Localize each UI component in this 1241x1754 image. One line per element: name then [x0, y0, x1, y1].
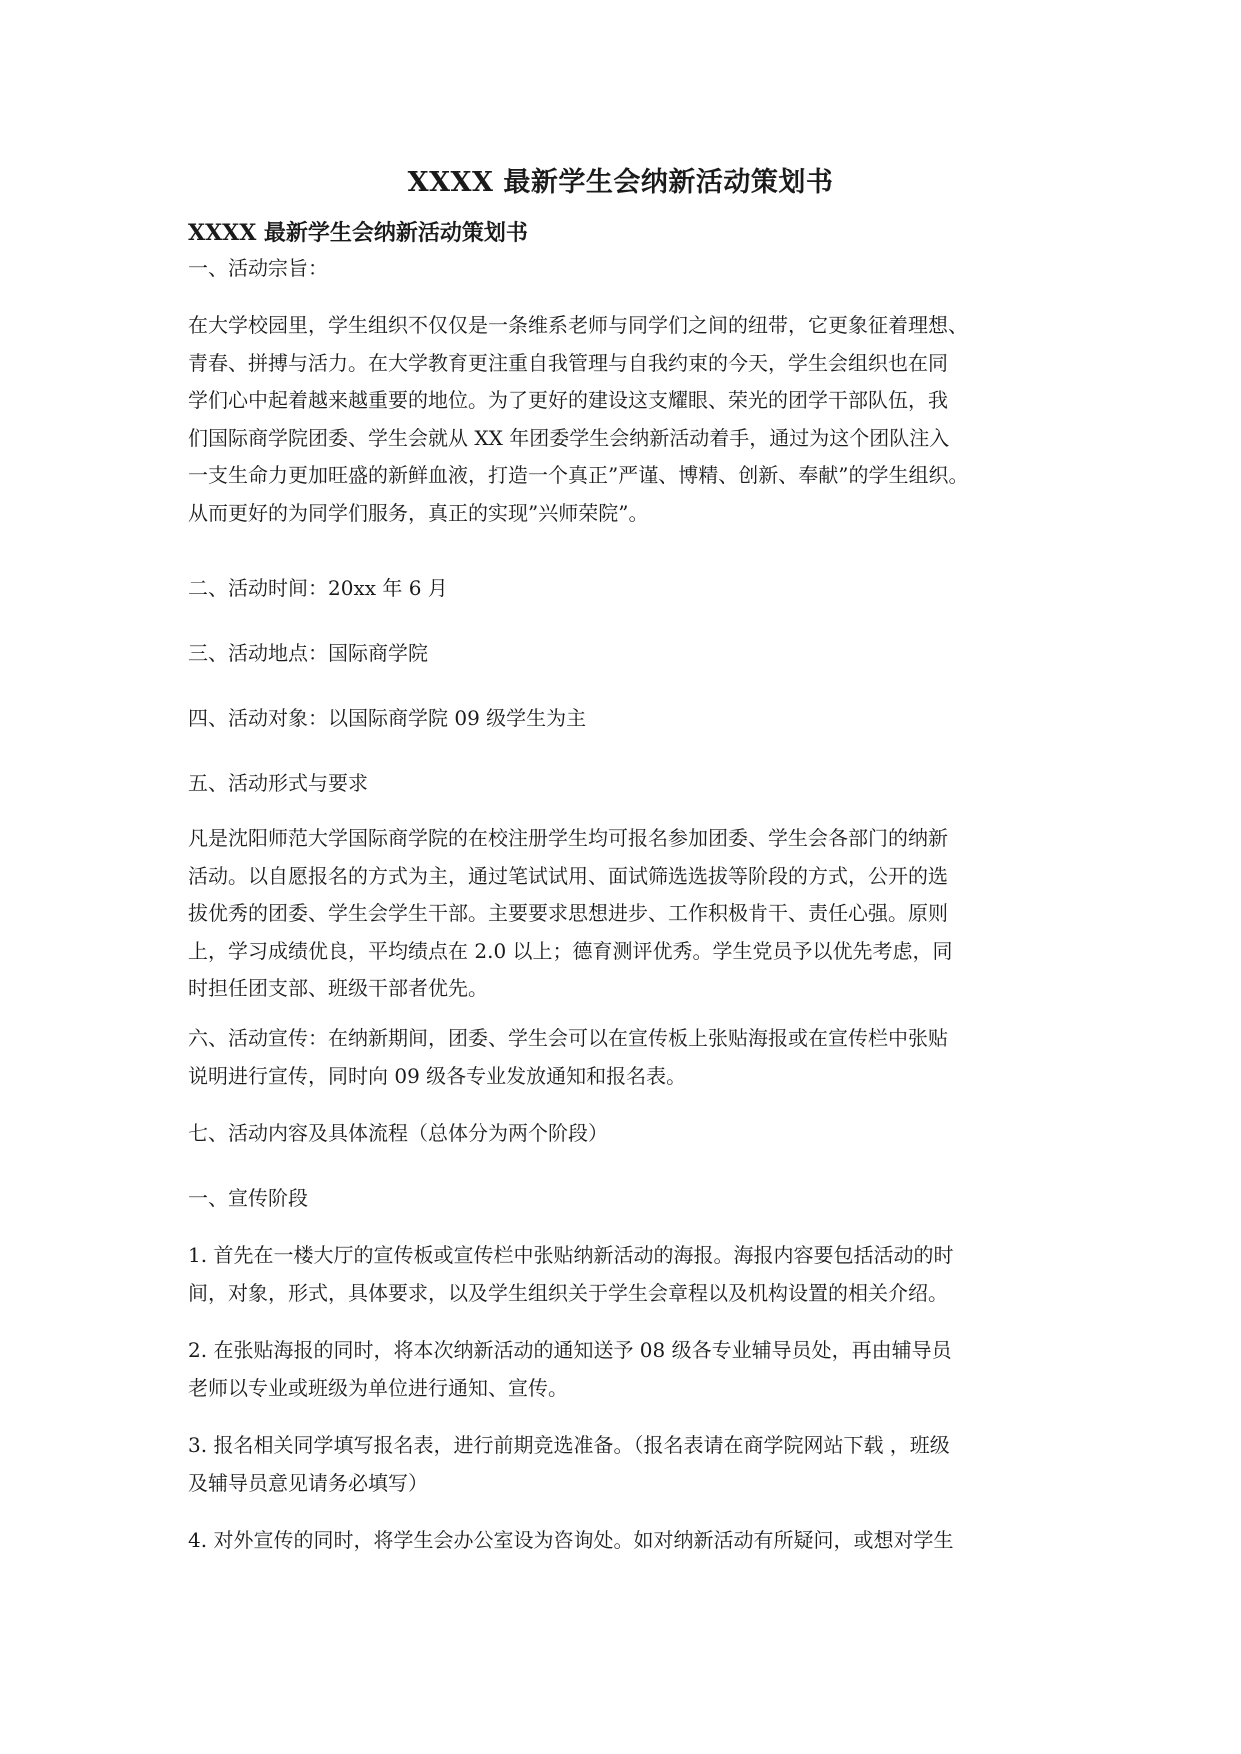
- paragraph-line: 活动。以自愿报名的方式为主，通过笔试试用、面试筛选选拔等阶段的方式，公开的选: [188, 863, 948, 888]
- paragraph-line: 拔优秀的团委、学生会学生干部。主要要求思想进步、工作积极肯干、责任心强。原则: [188, 901, 948, 925]
- section-2: [188, 570, 1058, 608]
- section-5-body: [188, 820, 1058, 1008]
- section-1-heading: [188, 250, 1058, 288]
- paragraph-line: 一支生命力更加旺盛的新鲜血液，打造一个真正”严谨、博精、创新、奉献”的学生组织。: [188, 463, 969, 487]
- paragraph-line: 七、活动内容及具体流程（总体分为两个阶段）: [188, 1121, 608, 1145]
- paragraph-line: 说明进行宣传，同时向 09 级各专业发放通知和报名表。: [188, 1063, 687, 1088]
- paragraph-line: 间，对象，形式，具体要求，以及学生组织关于学生会章程以及机构设置的相关介绍。: [188, 1280, 948, 1305]
- section-3: [188, 635, 1058, 673]
- list-item-1: [188, 1237, 1058, 1312]
- list-item-3: [188, 1427, 1058, 1502]
- paragraph-line: 一、宣传阶段: [188, 1186, 308, 1210]
- list-item-4: [188, 1522, 1058, 1560]
- paragraph-line: 时担任团支部、班级干部者优先。: [188, 976, 488, 1000]
- document-title: XXXX 最新学生会纳新活动策划书: [407, 167, 834, 198]
- paragraph-line: 上，学习成绩优良，平均绩点在 2.0 以上；德育测评优秀。学生党员予以优先考虑，同: [188, 938, 953, 963]
- paragraph-line: 从而更好的为同学们服务，真正的实现”兴师荣院”。: [188, 500, 649, 525]
- paragraph-line: 及辅导员意见请务必填写）: [188, 1470, 428, 1495]
- paragraph-line: 老师以专业或班级为单位进行通知、宣传。: [188, 1375, 568, 1400]
- paragraph-line: 二、活动时间：20xx 年 6 月: [188, 576, 448, 600]
- section-6: [188, 1020, 1058, 1095]
- list-item-2: [188, 1332, 1058, 1407]
- section-4: [188, 700, 1058, 738]
- paragraph-line: 一、活动宗旨：: [188, 256, 328, 280]
- phase-1-heading: [188, 1180, 1058, 1218]
- paragraph-line: 六、活动宣传：在纳新期间，团委、学生会可以在宣传板上张贴海报或在宣传栏中张贴: [188, 1026, 948, 1050]
- document-subtitle: XXXX 最新学生会纳新活动策划书: [188, 220, 528, 246]
- section-1-body: [188, 307, 1058, 532]
- paragraph-line: 五、活动形式与要求: [188, 771, 368, 795]
- paragraph-line: 四、活动对象：以国际商学院 09 级学生为主: [188, 706, 587, 730]
- paragraph-line: 2. 在张贴海报的同时，将本次纳新活动的通知送予 08 级各专业辅导员处，再由辅导员: [188, 1338, 952, 1362]
- section-7-heading: [188, 1115, 1058, 1153]
- paragraph-line: 在大学校园里，学生组织不仅仅是一条维系老师与同学们之间的纽带，它更象征着理想、: [188, 313, 968, 337]
- paragraph-line: 凡是沈阳师范大学国际商学院的在校注册学生均可报名参加团委、学生会各部门的纳新: [188, 826, 948, 850]
- paragraph-line: 学们心中起着越来越重要的地位。为了更好的建设这支耀眼、荣光的团学干部队伍，我: [188, 388, 948, 412]
- paragraph-line: 三、活动地点：国际商学院: [188, 641, 428, 665]
- paragraph-line: 青春、拼搏与活力。在大学教育更注重自我管理与自我约束的今天，学生会组织也在同: [188, 350, 948, 375]
- paragraph-line: 3. 报名相关同学填写报名表，进行前期竞选准备。（报名表请在商学院网站下载 ，班级: [188, 1433, 950, 1457]
- paragraph-line: 1. 首先在一楼大厅的宣传板或宣传栏中张贴纳新活动的海报。海报内容要包括活动的时: [188, 1243, 954, 1267]
- paragraph-line: 们国际商学院团委、学生会就从 XX 年团委学生会纳新活动着手，通过为这个团队注入: [188, 425, 950, 450]
- section-5-heading: [188, 765, 1058, 803]
- paragraph-line: 4. 对外宣传的同时，将学生会办公室设为咨询处。如对纳新活动有所疑问，或想对学生: [188, 1528, 954, 1552]
